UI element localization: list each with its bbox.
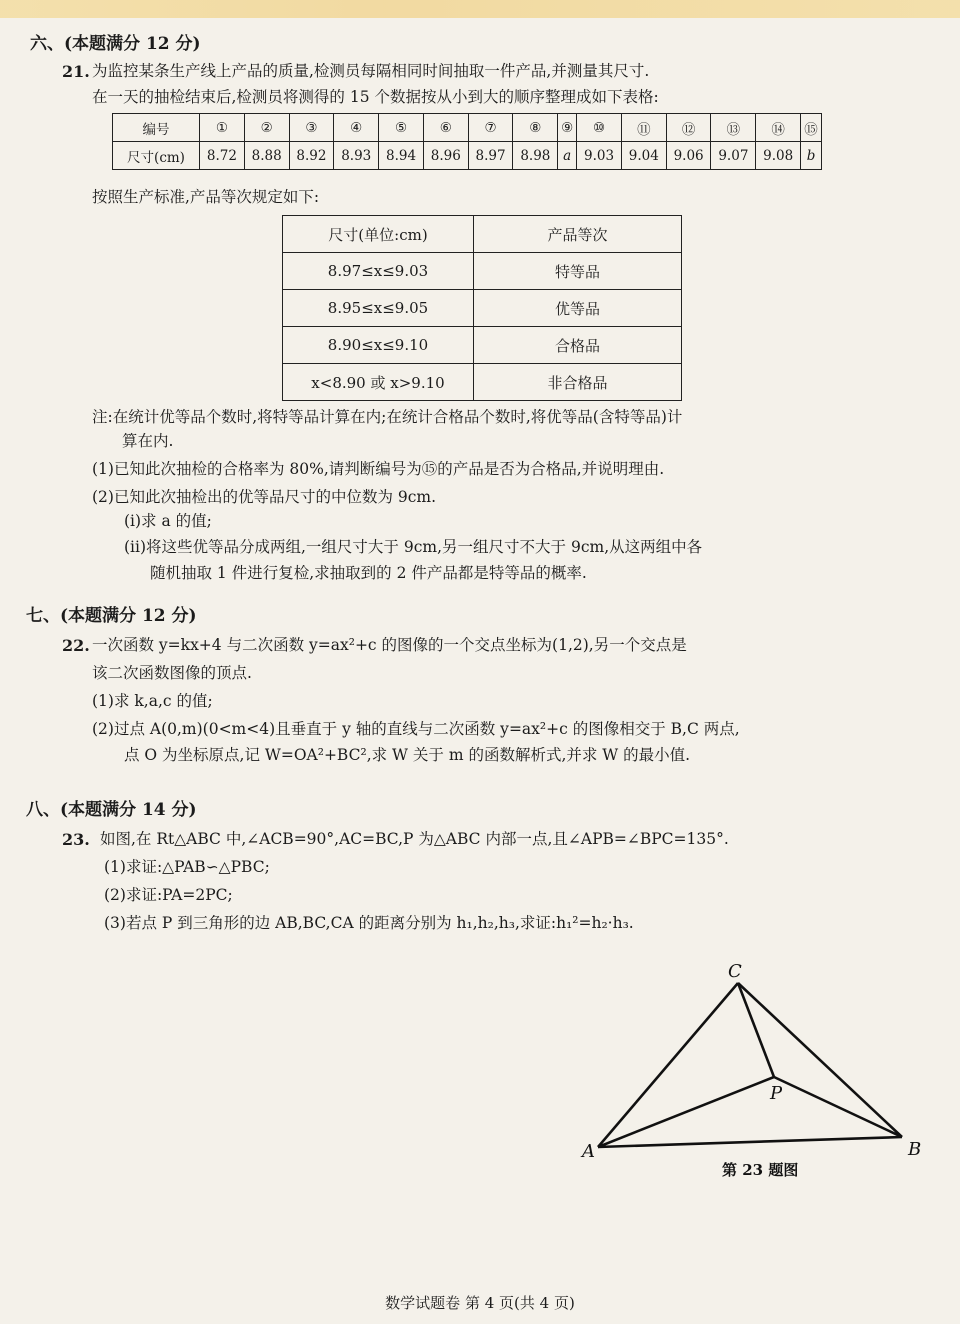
table-cell-size: b xyxy=(801,142,822,170)
question-21-number: 21. xyxy=(62,62,90,81)
grade-header-size: 尺寸(单位:cm) xyxy=(283,216,474,253)
table-cell-id: ⑪ xyxy=(621,114,666,142)
top-edge-band xyxy=(0,0,960,18)
question-22-line-2: 该二次函数图像的顶点. xyxy=(92,664,252,682)
section-6-heading: 六、(本题满分 12 分) xyxy=(30,34,201,54)
grade-name: 合格品 xyxy=(474,327,682,364)
table-cell-size: 8.96 xyxy=(423,142,468,170)
triangle-figure xyxy=(570,955,940,1185)
table-cell-size: 8.97 xyxy=(468,142,513,170)
q22-part-2-line-1: (2)过点 A(0,m)(0<m<4)且垂直于 y 轴的直线与二次函数 y=ax²+c 的图像相交于 B,C 两点, xyxy=(92,720,740,738)
grade-name: 特等品 xyxy=(474,253,682,290)
q21-part-2-ii-line-1: (ii)将这些优等品分成两组,一组尺寸大于 9cm,另一组尺寸不大于 9cm,从这两组中各 xyxy=(124,538,703,556)
table-cell-id: ③ xyxy=(289,114,334,142)
grade-table xyxy=(282,215,682,401)
q23-part-1: (1)求证:△PAB∽△PBC; xyxy=(104,858,270,876)
grade-table-row xyxy=(283,253,682,290)
table-cell-id: ⑮ xyxy=(801,114,822,142)
q21-part-2: (2)已知此次抽检出的优等品尺寸的中位数为 9cm. xyxy=(92,488,437,506)
table-cell-size: 8.92 xyxy=(289,142,334,170)
point-p-label: P xyxy=(770,1083,783,1104)
note-line-2: 算在内. xyxy=(122,432,174,450)
table-cell-id: ② xyxy=(244,114,289,142)
grade-table-row xyxy=(283,364,682,401)
grade-header-grade: 产品等次 xyxy=(474,216,682,253)
question-23-line-1: 如图,在 Rt△ABC 中,∠ACB=90°,AC=BC,P 为△ABC 内部一点,且∠APB=∠BPC=135°. xyxy=(100,830,729,848)
table-cell-id: ⑨ xyxy=(558,114,577,142)
vertex-b-label: B xyxy=(908,1139,922,1160)
section-7-heading: 七、(本题满分 12 分) xyxy=(26,606,197,626)
standard-intro: 按照生产标准,产品等次规定如下: xyxy=(92,188,320,206)
table-cell-id: ⑧ xyxy=(513,114,558,142)
table-row-sizes xyxy=(113,142,822,170)
table-cell-size: 9.07 xyxy=(711,142,756,170)
table-cell-id: ④ xyxy=(334,114,379,142)
table-cell-id: ⑤ xyxy=(379,114,424,142)
grade-name: 优等品 xyxy=(474,290,682,327)
grade-name: 非合格品 xyxy=(474,364,682,401)
table-cell-size: 9.08 xyxy=(756,142,801,170)
table-cell-id: ⑦ xyxy=(468,114,513,142)
question-21-line-1: 为监控某条生产线上产品的质量,检测员每隔相同时间抽取一件产品,并测量其尺寸. xyxy=(92,62,650,80)
measurement-table xyxy=(112,113,822,170)
q23-part-2: (2)求证:PA=2PC; xyxy=(104,886,233,904)
grade-range: 8.90≤x≤9.10 xyxy=(283,327,474,364)
page-footer: 数学试题卷 第 4 页(共 4 页) xyxy=(385,1294,575,1312)
q21-part-2-ii-line-2: 随机抽取 1 件进行复检,求抽取到的 2 件产品都是特等品的概率. xyxy=(150,564,587,582)
table-cell-id: ⑥ xyxy=(423,114,468,142)
table-cell-size: 8.93 xyxy=(334,142,379,170)
question-22-line-1: 一次函数 y=kx+4 与二次函数 y=ax²+c 的图像的一个交点坐标为(1,2),另一个交点是 xyxy=(92,636,687,654)
segment-ap xyxy=(598,1077,774,1147)
question-21-line-2: 在一天的抽检结束后,检测员将测得的 15 个数据按从小到大的顺序整理成如下表格: xyxy=(92,88,659,106)
table-cell-id: ⑩ xyxy=(577,114,622,142)
table-row-ids xyxy=(113,114,822,142)
segment-pb xyxy=(774,1077,902,1137)
q21-part-2-i: (i)求 a 的值; xyxy=(124,512,212,530)
table-cell-size: 8.94 xyxy=(379,142,424,170)
q22-part-1: (1)求 k,a,c 的值; xyxy=(92,692,213,710)
segment-ac xyxy=(598,983,738,1147)
table-cell-size: 8.88 xyxy=(244,142,289,170)
section-8-heading: 八、(本题满分 14 分) xyxy=(26,800,197,820)
table-cell-size: 9.03 xyxy=(577,142,622,170)
question-22-number: 22. xyxy=(62,636,90,655)
q21-part-1: (1)已知此次抽检的合格率为 80%,请判断编号为⑮的产品是否为合格品,并说明理由. xyxy=(92,460,665,478)
q22-part-2-line-2: 点 O 为坐标原点,记 W=OA²+BC²,求 W 关于 m 的函数解析式,并求 W 的最小值. xyxy=(124,746,691,764)
grade-range: 8.97≤x≤9.03 xyxy=(283,253,474,290)
note-line-1: 注:在统计优等品个数时,将特等品计算在内;在统计合格品个数时,将优等品(含特等品)计 xyxy=(92,408,683,426)
table-cell-id: ⑭ xyxy=(756,114,801,142)
table-cell-size: a xyxy=(558,142,577,170)
table-header-id: 编号 xyxy=(113,114,200,142)
table-header-size: 尺寸(cm) xyxy=(113,142,200,170)
segment-cp xyxy=(738,983,774,1077)
table-cell-size: 8.98 xyxy=(513,142,558,170)
grade-range: x<8.90 或 x>9.10 xyxy=(283,364,474,401)
table-cell-size: 9.06 xyxy=(666,142,711,170)
grade-table-row xyxy=(283,290,682,327)
table-cell-size: 9.04 xyxy=(621,142,666,170)
figure-caption: 第 23 题图 xyxy=(722,1161,799,1179)
grade-range: 8.95≤x≤9.05 xyxy=(283,290,474,327)
grade-table-header xyxy=(283,216,682,253)
table-cell-id: ⑬ xyxy=(711,114,756,142)
grade-table-row xyxy=(283,327,682,364)
table-cell-id: ① xyxy=(200,114,245,142)
q23-part-3: (3)若点 P 到三角形的边 AB,BC,CA 的距离分别为 h₁,h₂,h₃,求证:h₁²=h₂·h₃. xyxy=(104,914,634,932)
question-23-number: 23. xyxy=(62,830,90,849)
vertex-a-label: A xyxy=(582,1141,595,1162)
vertex-c-label: C xyxy=(728,961,742,982)
table-cell-id: ⑫ xyxy=(666,114,711,142)
table-cell-size: 8.72 xyxy=(200,142,245,170)
segment-ab xyxy=(598,1137,902,1147)
segment-cb xyxy=(738,983,902,1137)
